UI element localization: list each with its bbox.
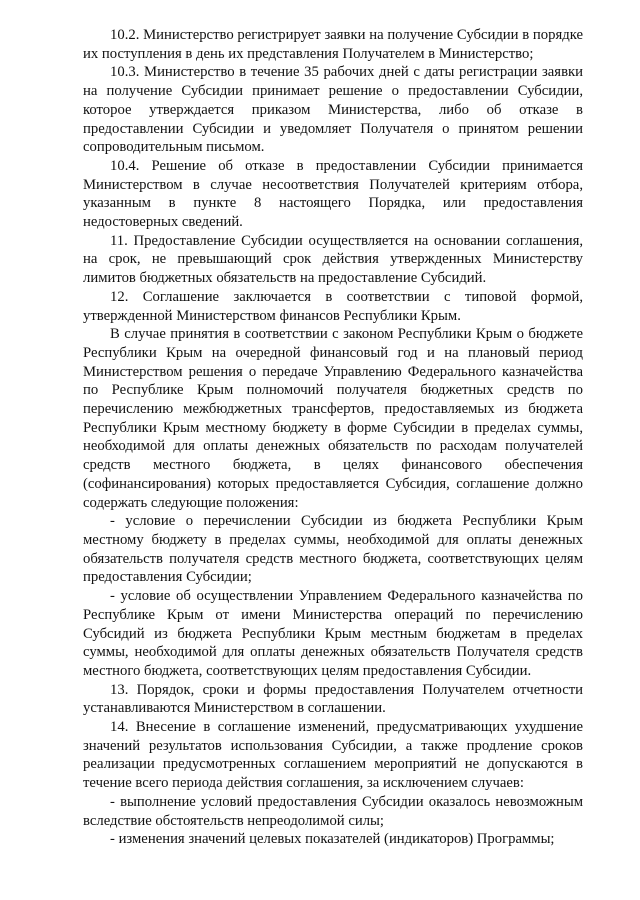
paragraph-12-condition-2: - условие об осуществлении Управлением Федерального казначейства по Республике Крым от имени Министерства операций по перечислению Субсидий из бюджета Республики Крым местным бюджетам в пределах суммы, необходимой для оплаты денежных обязательств Получателя средств местного бюджета, соответствующих целям предоставления Субсидии. (83, 588, 583, 679)
paragraph-14-case-1: - выполнение условий предоставления Субсидии оказалось невозможным вследствие обстоятельств непреодолимой силы; (83, 793, 583, 829)
paragraph-13: 13. Порядок, сроки и формы предоставления Получателем отчетности устанавливаются Министерством в соглашении. (83, 681, 583, 717)
paragraph-14-case-2: - изменения значений целевых показателей (индикаторов) Программы; (110, 831, 555, 848)
document-page (83, 26, 583, 849)
paragraph-10-2: 10.2. Министерство регистрирует заявки на получение Субсидии в порядке их поступления в день их представления Получателем в Министерство; (83, 27, 583, 62)
paragraph-11: 11. Предоставление Субсидии осуществляется на основании соглашения, на срок, не превышающий срок действия утвержденных Министерству лимитов бюджетных обязательств на предоставление Субсидий. (83, 232, 583, 287)
paragraph-10-3: 10.3. Министерство в течение 35 рабочих дней с даты регистрации заявки на получение Субсидии принимает решение о предоставлении Субсидии, которое утверждается приказом Министерства, либо об отказе в предоставлении Субсидии и уведомляет Получателя о принятом решении сопроводительным письмом. (83, 64, 583, 156)
paragraph-12-budget-case: В случае принятия в соответствии с законом Республики Крым о бюджете Республики Крым на очередной финансовый год и на плановый период Министерством решения о передаче Управлению Федерального казначейства по Республике Крым полномочий получателя бюджетных средств по перечислению межбюджетных трансфертов, предоставляемых из бюджета Республики Крым местному бюджету в форме Субсидии в пределах суммы, необходимой для оплаты денежных обязательств по расходам получателей средств местного бюджета, в целях финансового обеспечения (софинансирования) которых предоставляется Субсидия, соглашение должно содержать следующие положения: (83, 326, 583, 511)
paragraph-10-4: 10.4. Решение об отказе в предоставлении Субсидии принимается Министерством в случае несоответствия Получателей критериям отбора, указанным в пункте 8 настоящего Порядка, или предоставления недостоверных сведений. (83, 157, 583, 231)
paragraph-12: 12. Соглашение заключается в соответствии с типовой формой, утвержденной Министерством финансов Республики Крым. (83, 288, 583, 324)
paragraph-12-condition-1: - условие о перечислении Субсидии из бюджета Республики Крым местному бюджету в пределах суммы, необходимой для оплаты денежных обязательств получателя средств местного бюджета, соответствующих целям предоставления Субсидии; (83, 513, 583, 586)
paragraph-14: 14. Внесение в соглашение изменений, предусматривающих ухудшение значений результатов использования Субсидии, а также продление сроков реализации предусмотренных соглашением мероприятий не допускаются в течение всего периода действия соглашения, за исключением случаев: (83, 719, 583, 792)
